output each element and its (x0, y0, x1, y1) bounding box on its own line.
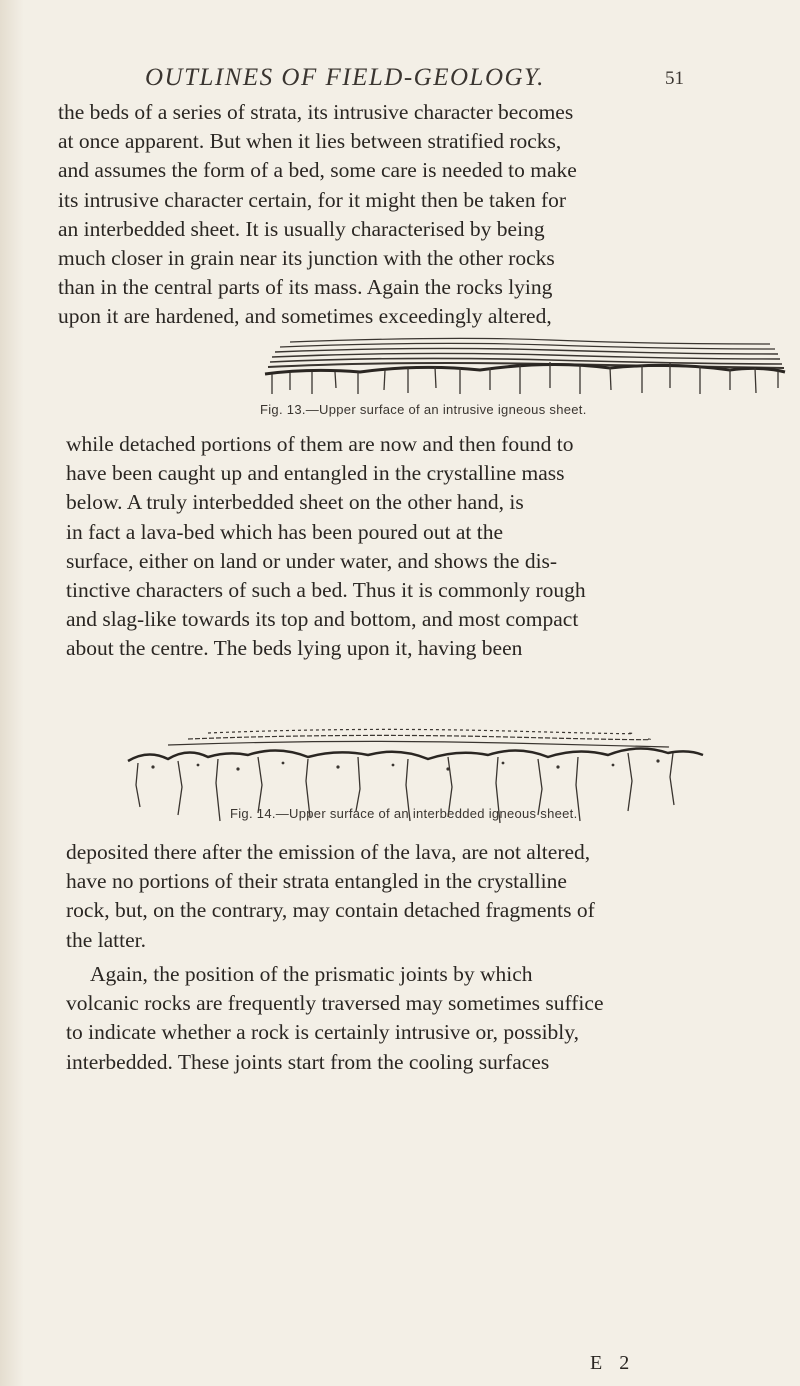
text-line: the beds of a series of strata, its intrusive character becomes (58, 100, 574, 124)
signature-mark: E 2 (590, 1352, 636, 1374)
figure-13-intrusive-sheet (250, 330, 790, 398)
stratified-beds (268, 338, 784, 368)
text-line: its intrusive character certain, for it might then be taken for (58, 187, 567, 212)
text-line: upon it are hardened, and sometimes exceedingly altered, (58, 304, 552, 329)
text-line: much closer in grain near its junction with the other rocks (58, 246, 555, 271)
slaggy-lava-top (128, 748, 703, 761)
figure-13-caption: Fig. 13.—Upper surface of an intrusive igneous sheet. (260, 402, 587, 417)
page-number: 51 (665, 68, 684, 89)
text-line: about the centre. The beds lying upon it, having been (66, 636, 523, 661)
overlying-beds (168, 729, 669, 747)
paragraph-3 (66, 838, 726, 955)
paragraph-4 (66, 960, 726, 1077)
running-title: OUTLINES OF FIELD-GEOLOGY. (145, 64, 545, 91)
figure-14-caption: Fig. 14.—Upper surface of an interbedded igneous sheet. (230, 806, 578, 821)
text-line: and assumes the form of a bed, some care is needed to make (58, 158, 577, 183)
text-line: an interbedded sheet. It is usually characterised by being (58, 216, 545, 241)
text-line: the latter. (66, 927, 146, 952)
text-line: below. A truly interbedded sheet on the other hand, is (66, 490, 524, 515)
text-line: volcanic rocks are frequently traversed may sometimes suffice (66, 991, 604, 1016)
text-line: in fact a lava-bed which has been poured out at the (66, 519, 503, 544)
text-line: have no portions of their strata entangled in the crystalline (66, 869, 567, 894)
text-line: rock, but, on the contrary, may contain detached fragments of (66, 898, 595, 923)
text-line: tinctive characters of such a bed. Thus it is commonly rough (66, 578, 586, 603)
text-line: interbedded. These joints start from the cooling surfaces (66, 1049, 550, 1074)
text-line: have been caught up and entangled in the crystalline mass (66, 461, 565, 486)
paragraph-1 (58, 98, 724, 332)
text-line: and slag-like towards its top and bottom, and most compact (66, 607, 579, 632)
text-line: surface, either on land or under water, and shows the dis- (66, 548, 558, 573)
text-line: while detached portions of them are now and then found to (66, 432, 574, 456)
text-line: Again, the position of the prismatic joints by which (90, 962, 533, 986)
page-header (0, 54, 800, 94)
paragraph-2 (66, 430, 726, 664)
page-edge-shadow (0, 0, 24, 1386)
text-line: deposited there after the emission of the lava, are not altered, (66, 840, 591, 864)
text-line: than in the central parts of its mass. Again the rocks lying (58, 275, 553, 300)
text-line: to indicate whether a rock is certainly intrusive or, possibly, (66, 1020, 580, 1045)
scoria-dots (151, 759, 659, 770)
text-line: at once apparent. But when it lies between stratified rocks, (58, 129, 562, 154)
